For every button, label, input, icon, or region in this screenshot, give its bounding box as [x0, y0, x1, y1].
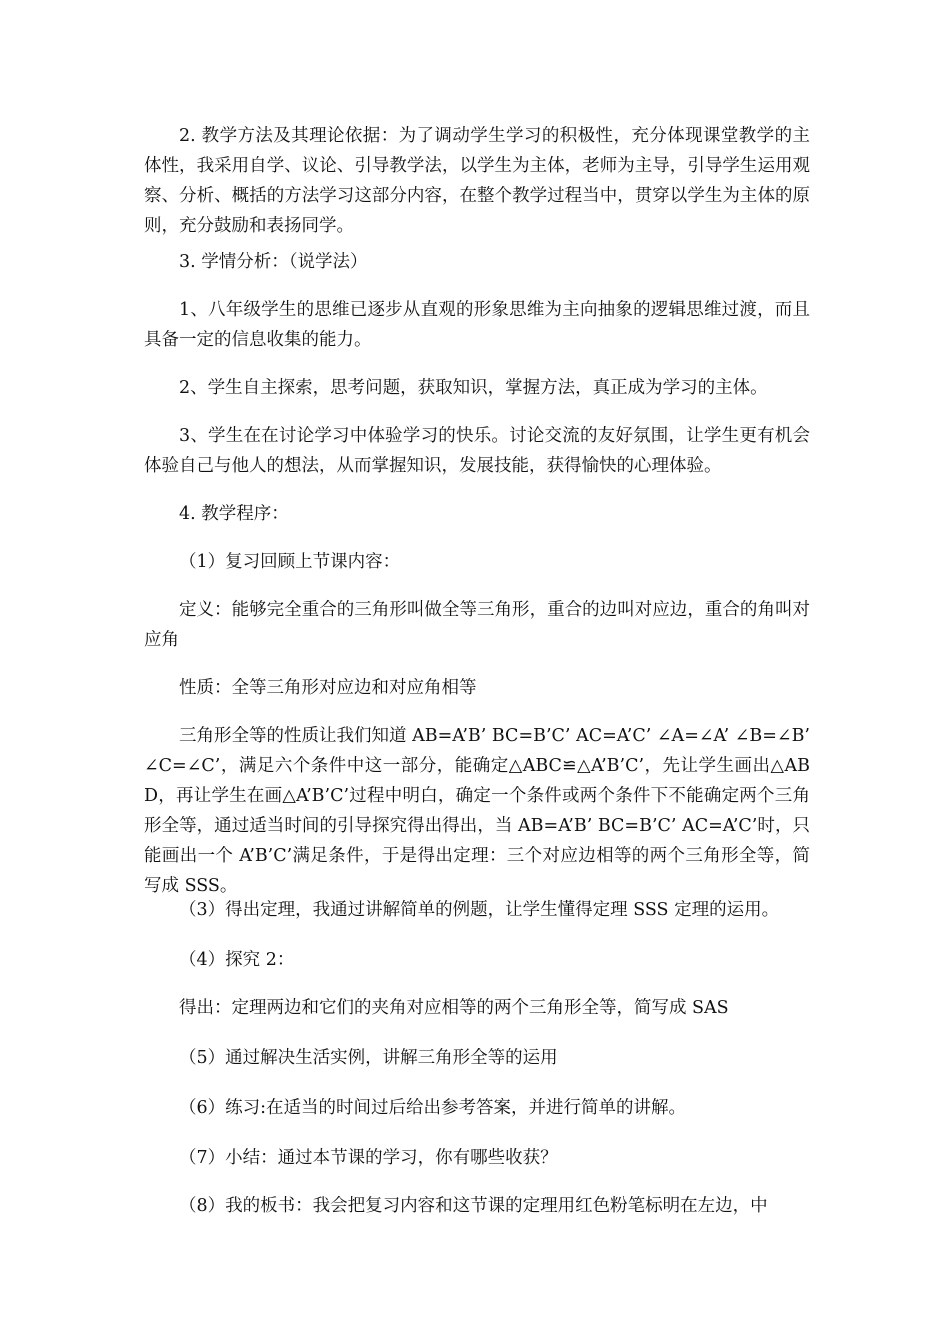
paragraph-step-1: （1）复习回顾上节课内容：	[179, 552, 401, 572]
paragraph-definition: 定义：能够完全重合的三角形叫做全等三角形，重合的边叫对应边，重合的角叫对应角	[144, 600, 810, 650]
paragraph-step-4: （4）探究 2：	[179, 950, 295, 970]
paragraph-learning-point-3: 3、学生在在讨论学习中体验学习的快乐。讨论交流的友好氛围，让学生更有机会体验自己与他人的想法，从而掌握知识，发展技能，获得愉快的心理体验。	[144, 426, 810, 476]
paragraph-step-8: （8）我的板书：我会把复习内容和这节课的定理用红色粉笔标明在左边，中	[179, 1196, 768, 1216]
paragraph-teaching-method: 2. 教学方法及其理论依据：为了调动学生学习的积极性，充分体现课堂教学的主体性，我采用自学、议论、引导教学法，以学生为主体，老师为主导，引导学生运用观察、分析、概括的方法学习这部分内容，在整个教学过程当中，贯穿以学生为主体的原则，充分鼓励和表扬同学。	[144, 126, 810, 236]
paragraph-learning-point-2: 2、学生自主探索，思考问题，获取知识，掌握方法，真正成为学习的主体。	[179, 378, 768, 398]
paragraph-step-7: （7）小结：通过本节课的学习，你有哪些收获？	[179, 1148, 558, 1168]
paragraph-step-3: （3）得出定理，我通过讲解简单的例题，让学生懂得定理 SSS 定理的运用。	[179, 900, 780, 920]
paragraph-sss-explanation: 三角形全等的性质让我们知道 AB=A’B’ BC=B’C’ AC=A’C’ ∠A=∠A’ ∠B=∠B’ ∠C=∠C’，满足六个条件中这一部分，能确定△ABC≌△A’B’C’，先让学生画出△ABD，再让学生在画△A’B’C’过程中明白，确定一个条件或两个条件下不能确定两个三角形全等，通过适当时间的引导探究得出得出，当 AB=A’B’ BC=B’C’ AC=A’C’时，只能画出一个 A’B’C’满足条件，于是得出定理：三个对应边相等的两个三角形全等，简写成 SSS。	[144, 726, 810, 896]
paragraph-step-5: （5）通过解决生活实例，讲解三角形全等的运用	[179, 1048, 558, 1068]
paragraph-learning-analysis-heading: 3. 学情分析：（说学法）	[179, 252, 368, 272]
paragraph-sas-conclusion: 得出：定理两边和它们的夹角对应相等的两个三角形全等，简写成 SAS	[179, 998, 729, 1018]
paragraph-teaching-procedure-heading: 4. 教学程序：	[179, 504, 289, 524]
paragraph-learning-point-1: 1、八年级学生的思维已逐步从直观的形象思维为主向抽象的逻辑思维过渡，而且具备一定的信息收集的能力。	[144, 300, 810, 350]
paragraph-step-6: （6）练习:在适当的时间过后给出参考答案，并进行简单的讲解。	[179, 1098, 687, 1118]
paragraph-property: 性质：全等三角形对应边和对应角相等	[179, 678, 477, 698]
